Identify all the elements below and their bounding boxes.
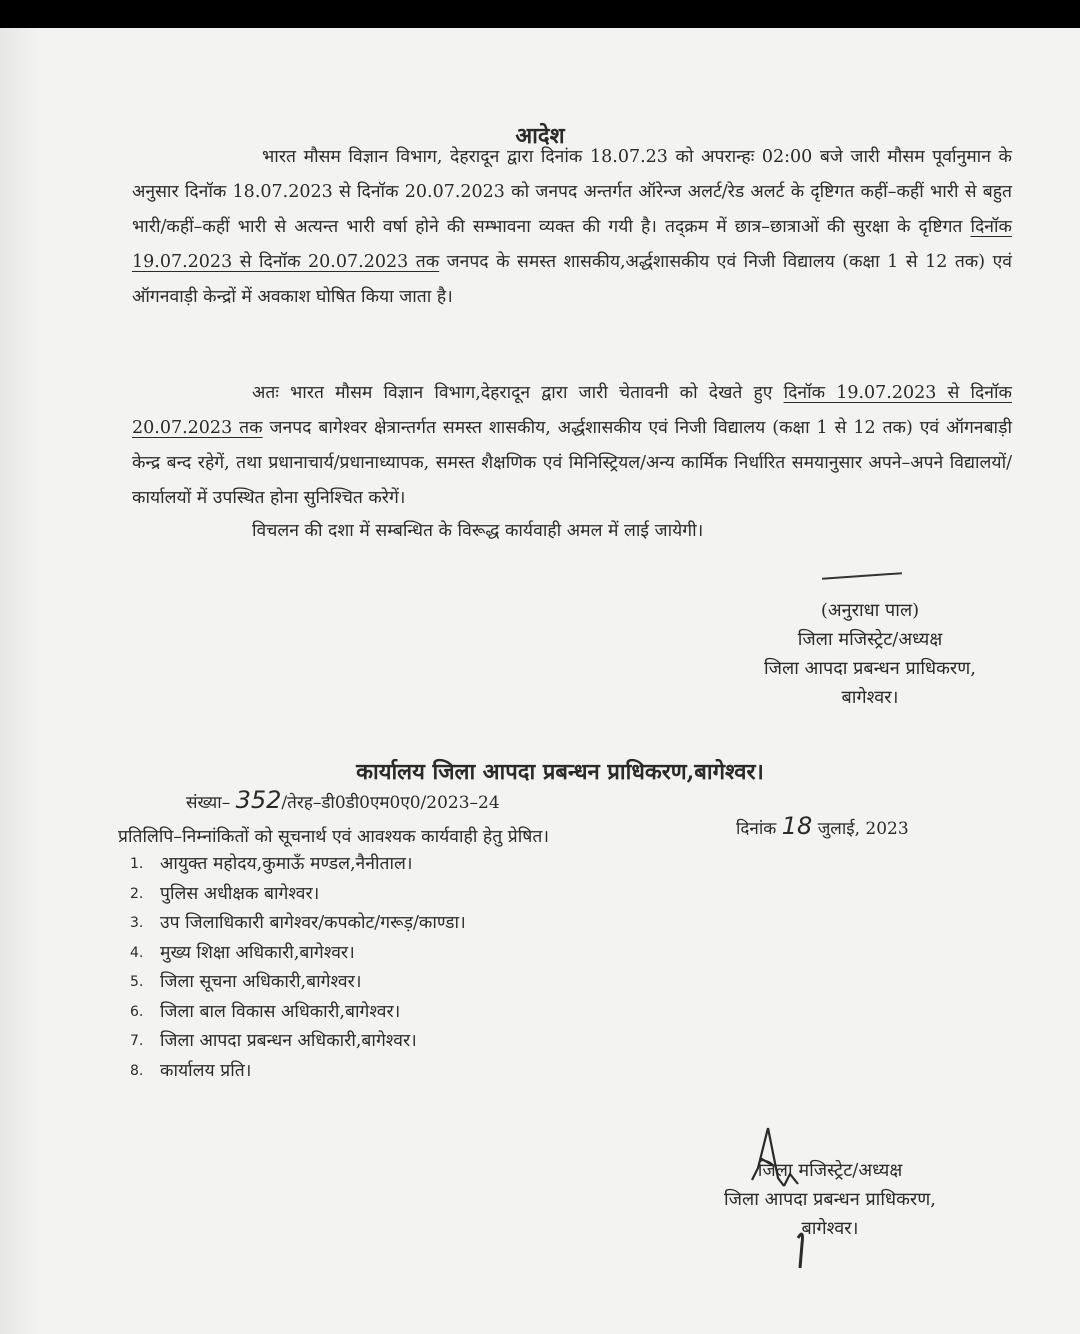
paragraph-2-date-range: दिनॉक 19.07.2023 से दिनॉक 20.07.2023 तक [132, 383, 1012, 438]
signatory-block-2 [700, 1156, 960, 1243]
list-item-number: 2. [130, 885, 144, 902]
signatory-2-designation: जिला मजिस्ट्रेट/अध्यक्ष [757, 1160, 903, 1181]
list-item-text: जिला सूचना अधिकारी,बागेश्वर। [160, 972, 362, 992]
signatory-2-authority: जिला आपदा प्रबन्धन प्राधिकरण, [723, 1189, 936, 1210]
order-title: आदेश [515, 123, 565, 149]
list-item-number: 6. [130, 1003, 144, 1020]
reference-prefix: संख्या– [186, 793, 231, 813]
list-item [130, 909, 466, 939]
signatory-place: बागेश्वर। [841, 687, 899, 708]
list-item [130, 1027, 466, 1057]
signatory-block [730, 596, 1010, 712]
signatory-designation: जिला मजिस्ट्रेट/अध्यक्ष [797, 629, 943, 650]
list-item-text: जिला बाल विकास अधिकारी,बागेश्वर। [160, 1001, 401, 1022]
list-item-number: 5. [130, 974, 144, 990]
reference-suffix: /तेरह–डी0डी0एम0ए0/2023–24 [281, 793, 500, 813]
list-item [130, 880, 466, 910]
order-paragraph-1 [132, 140, 1012, 315]
list-item-number: 8. [130, 1062, 144, 1079]
paragraph-1-text-b: जनपद के समस्त शासकीय,अर्द्धशासकीय एवं निजी विद्यालय (कक्षा 1 से 12 तक) एवं ऑगनवाड़ी केन्द्रों में अवकाश घोषित किया जाता है। [132, 252, 1012, 307]
order-paragraph-2 [132, 376, 1012, 516]
list-item [130, 850, 466, 880]
date-month-year: जुलाई, 2023 [817, 819, 909, 839]
list-item-text: मुख्य शिक्षा अधिकारी,बागेश्वर। [160, 942, 355, 963]
order-date [736, 812, 909, 840]
list-item-text: जिला आपदा प्रबन्धन अधिकारी,बागेश्वर। [160, 1031, 417, 1051]
list-item-number: 4. [130, 944, 144, 961]
date-handwritten-day: 18 [781, 812, 813, 840]
distribution-list [130, 850, 466, 1086]
paragraph-1-text-a: भारत मौसम विज्ञान विभाग, देहरादून द्वारा दिनांक 18.07.23 को अपरान्हः 02:00 बजे जारी मौसम पूर्वानुमान के अनुसार दिनॉक 18.07.2023 से दिनॉक 20.07.2023 को जनपद अन्तर्गत ऑरेन्ज अलर्ट/रेड अलर्ट के दृष्टिगत कहीं–कहीं भारी से बहुत भारी/कहीं–कहीं भारी से अत्यन्त भारी वर्षा होने की सम्भावना व्यक्त की गयी है। तद्क्रम में छात्र–छात्राओं की सुरक्षा के दृष्टिगत [132, 147, 1012, 237]
list-item-text: आयुक्त महोदय,कुमाऊँ मण्डल,नैनीताल। [160, 854, 413, 874]
list-item [130, 1057, 466, 1087]
list-item-text: पुलिस अधीक्षक बागेश्वर। [160, 883, 320, 904]
list-item-text: उप जिलाधिकारी बागेश्वर/कपकोट/गरूड़/काण्डा। [160, 913, 466, 933]
list-item-text: कार्यालय प्रति। [160, 1060, 252, 1081]
reference-number [186, 786, 500, 814]
reference-handwritten-number: 352 [235, 786, 282, 814]
paragraph-2-text-a: अतः भारत मौसम विज्ञान विभाग,देहरादून द्वारा जारी चेतावनी को देखते हुए [252, 383, 773, 403]
list-item-number: 1. [130, 856, 144, 872]
paragraph-2-text-b: जनपद बागेश्वर क्षेत्रान्तर्गत समस्त शासकीय, अर्द्धशासकीय एवं निजी विद्यालय (कक्षा 1 से 12 तक) एवं ऑगनबाड़ी केन्द्र बन्द रहेगें, तथा प्रधानाचार्य/प्रधानाध्यापक, समस्त शैक्षणिक एवं मिनिस्ट्रियल/अन्य कार्मिक निर्धारित समयानुसार अपने–अपने विद्यालयों/कार्यालयों में उपस्थित होना सुनिश्चित करेगें। [132, 418, 1012, 508]
list-item-number: 7. [130, 1033, 144, 1049]
signatory-2-place: बागेश्वर। [801, 1218, 859, 1239]
signatory-name: (अनुराधा पाल) [820, 600, 920, 621]
list-item [130, 968, 466, 998]
office-title: कार्यालय जिला आपदा प्रबन्धन प्राधिकरण,बागेश्वर। [356, 759, 764, 785]
list-item [130, 998, 466, 1028]
paragraph-1-date-range: दिनॉक 19.07.2023 से दिनॉक 20.07.2023 तक [132, 217, 1012, 272]
signature-stroke [822, 572, 902, 580]
date-prefix: दिनांक [736, 819, 777, 839]
list-item [130, 939, 466, 969]
copy-to-intro: प्रतिलिपि–निम्नांकितों को सूचनार्थ एवं आवश्यक कार्यवाही हेतु प्रेषित। [118, 827, 549, 847]
document-page [0, 28, 1080, 1334]
signatory-authority: जिला आपदा प्रबन्धन प्राधिकरण, [763, 658, 976, 679]
page-shadow [0, 28, 40, 1334]
list-item-number: 3. [130, 915, 144, 931]
order-paragraph-3: विचलन की दशा में सम्बन्धित के विरूद्ध कार्यवाही अमल में लाई जायेगी। [252, 521, 704, 541]
